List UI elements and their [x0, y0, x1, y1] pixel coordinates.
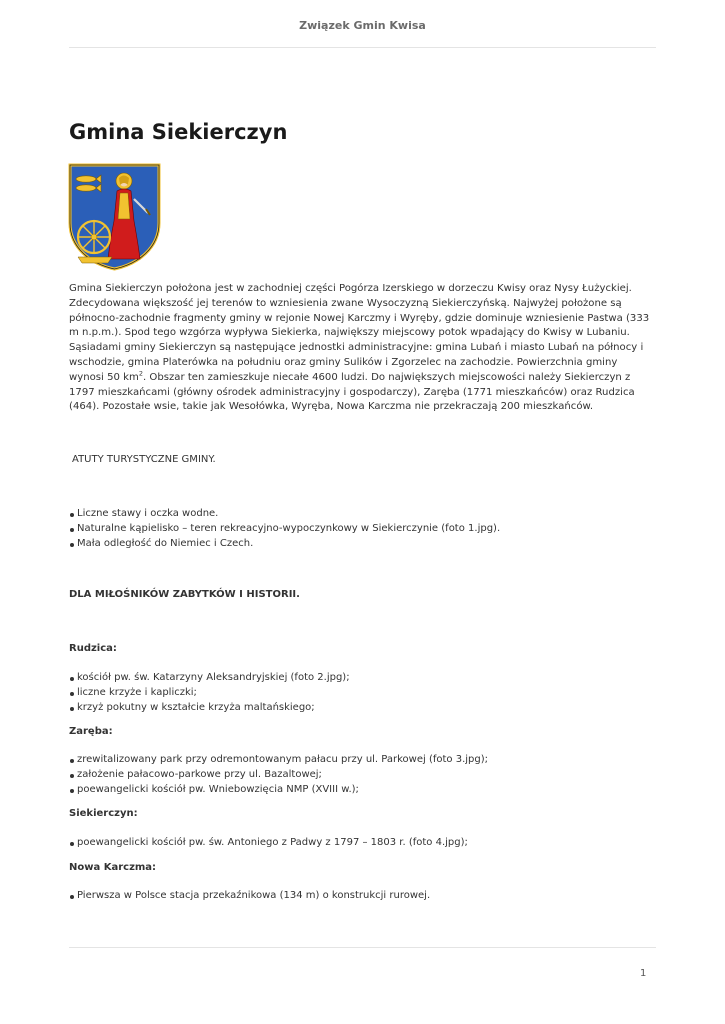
attractions-list	[69, 506, 500, 551]
intro-text-part-1: Gmina Siekierczyn położona jest w zachodniej części Pogórza Izerskiego w dorzeczu Kwisy oraz Nysy Łużyckiej. Zdecydowana większość jej terenów to wzniesienia zwane Wysoczyzną Siekierczyńską. Najwyżej położone są północno-zachodnie fragmenty gminy w rejonie Nowej Karczmy i Wyręby, gdzie dominuje wzniesienie Pastwa (333 m n.p.m.). Spod tego wzgórza wypływa Siekierka, największy miejscowy potok wpadający do Kwisy w Lubaniu. Sąsiadami gminy Siekierczyn są następujące jednostki administracyjne: gmina Lubań i miasto Lubań na północy i wschodzie, gmina Platerówka na południu oraz gminy Sulików i Zgorzelec na zachodzie. Powierzchnia gminy wynosi 50 km	[69, 283, 650, 383]
list-item: założenie pałacowo-parkowe przy ul. Bazaltowej;	[69, 767, 488, 782]
list-item: poewangelicki kościół pw. św. Antoniego z Padwy z 1797 – 1803 r. (foto 4.jpg);	[69, 835, 468, 850]
page-title: Gmina Siekierczyn	[69, 120, 288, 144]
intro-paragraph	[69, 282, 653, 415]
attractions-heading: ATUTY TURYSTYCZNE GMINY.	[72, 454, 216, 465]
list-item: Pierwsza w Polsce stacja przekaźnikowa (134 m) o konstrukcji rurowej.	[69, 888, 430, 903]
page-number: 1	[640, 968, 647, 979]
nowa-karczma-heading: Nowa Karczma:	[69, 862, 157, 873]
list-item: liczne krzyże i kapliczki;	[69, 685, 350, 700]
list-item: krzyż pokutny w kształcie krzyża maltańskiego;	[69, 700, 350, 715]
area-unit-superscript: 2	[138, 369, 143, 378]
rudzica-list	[69, 670, 350, 715]
intro-text-part-2: . Obszar ten zamieszkuje niecałe 4600 ludzi. Do największych miejscowości należy Siekierczyn z 1797 mieszkańcami (główny ośrodek administracyjny i gospodarczy), Zaręba (1771 mieszkańców) oraz Rudzica (464). Pozostałe wsie, takie jak Wesołówka, Wyręba, Nowa Karczma nie przekraczają 200 mieszkańców.	[69, 371, 635, 413]
list-item: poewangelicki kościół pw. Wniebowzięcia NMP (XVIII w.);	[69, 782, 488, 797]
siekierczyn-list	[69, 835, 468, 850]
rudzica-heading: Rudzica:	[69, 643, 117, 654]
list-item: Liczne stawy i oczka wodne.	[69, 506, 500, 521]
document-header-title: Związek Gmin Kwisa	[299, 19, 426, 32]
list-item: Naturalne kąpielisko – teren rekreacyjno-wypoczynkowy w Siekierczynie (foto 1.jpg).	[69, 521, 500, 536]
footer-divider	[69, 947, 656, 948]
zareba-list	[69, 752, 488, 797]
history-heading: DLA MIŁOŚNIKÓW ZABYTKÓW I HISTORII.	[69, 589, 300, 600]
list-item: kościół pw. św. Katarzyny Aleksandryjskiej (foto 2.jpg);	[69, 670, 350, 685]
list-item: zrewitalizowany park przy odremontowanym pałacu przy ul. Parkowej (foto 3.jpg);	[69, 752, 488, 767]
siekierczyn-heading: Siekierczyn:	[69, 808, 138, 819]
header-divider	[69, 47, 656, 48]
coat-of-arms-image	[68, 163, 161, 271]
zareba-heading: Zaręba:	[69, 726, 113, 737]
list-item: Mała odległość do Niemiec i Czech.	[69, 536, 500, 551]
nowa-karczma-list	[69, 888, 430, 903]
